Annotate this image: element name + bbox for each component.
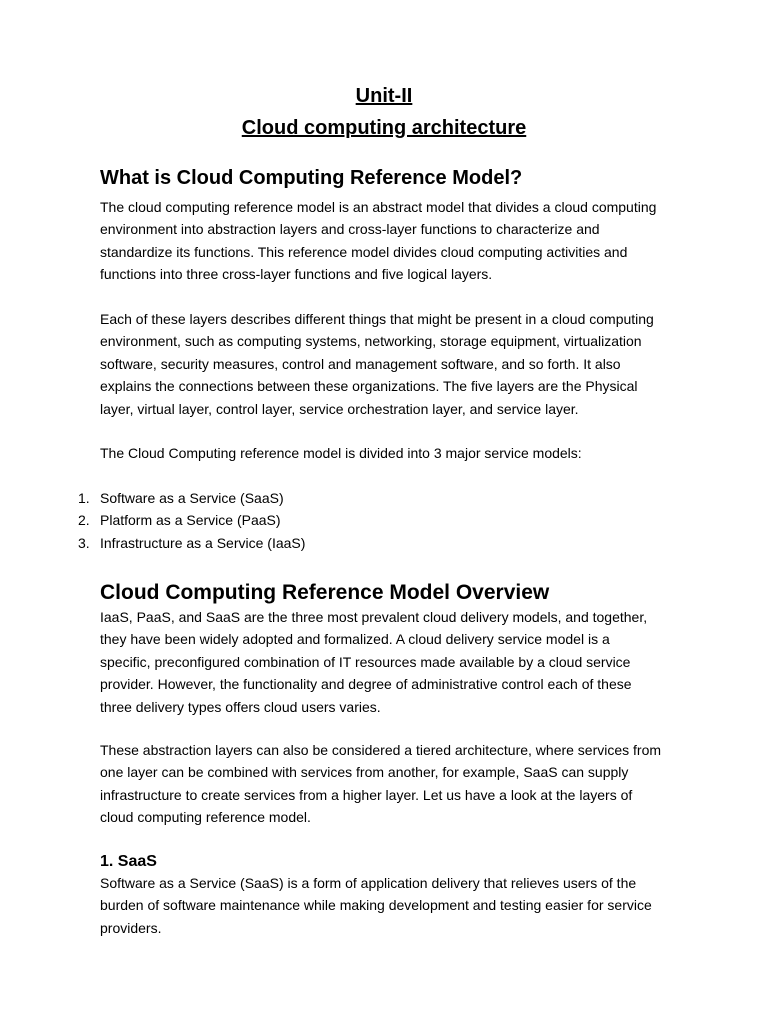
list-text: Platform as a Service (PaaS) [100,512,281,529]
text-line: The cloud computing reference model is an abstract model that divides a cloud computing [100,199,657,215]
text-line: providers. [100,919,162,936]
text-line: software, security measures, control and management software, and so forth. It also [100,355,621,372]
section-heading-saas: 1. SaaS [100,853,157,870]
paragraph-reference-model-intro [100,196,680,286]
text-line: infrastructure to create services from a higher layer. Let us have a look at the layers of [100,786,633,803]
text-line: functions into three cross-layer functions and five logical layers. [100,266,493,283]
text-line: three delivery types offers cloud users varies. [100,698,381,715]
paragraph-layers-description [100,308,680,420]
list-number: 1. [78,490,90,506]
text-line: environment into abstraction layers and cross-layer functions to characterize and [100,221,600,238]
text-line: layer, virtual layer, control layer, service orchestration layer, and service layer. [100,400,579,417]
paragraph-saas [100,872,680,939]
text-line: burden of software maintenance while making development and testing easier for service [100,897,652,914]
architecture-title: Cloud computing architecture [241,117,527,139]
list-number: 3. [78,534,90,551]
list-text: Software as a Service (SaaS) [100,490,284,506]
section-heading-reference-model: What is Cloud Computing Reference Model? [100,167,523,189]
paragraph-delivery-models [100,606,680,718]
text-line: IaaS, PaaS, and SaaS are the three most prevalent cloud delivery models, and together, [100,609,648,625]
text-line: standardize its functions. This reference model divides cloud computing activities and [100,243,628,260]
unit-title: Unit-II [355,85,413,107]
text-line: cloud computing reference model. [100,809,311,826]
paragraph-tiered-architecture [100,739,680,829]
list-item [78,509,305,531]
service-models-list [78,487,305,554]
list-item [78,532,305,554]
text-line: explains the connections between these organizations. The five layers are the Physical [100,378,638,395]
section-heading-overview: Cloud Computing Reference Model Overview [100,581,550,604]
text-line: These abstraction layers can also be considered a tiered architecture, where services from [100,742,662,758]
list-number: 2. [78,512,90,529]
text-line: Software as a Service (SaaS) is a form of application delivery that relieves users of the [100,875,637,891]
text-line: specific, preconfigured combination of IT resources made available by a cloud service [100,653,631,670]
text-line: one layer can be combined with services from another, for example, SaaS can supply [100,764,629,781]
text-line: provider. However, the functionality and degree of administrative control each of these [100,676,632,693]
list-item [78,487,305,509]
paragraph-service-models-intro [100,442,680,464]
text-line: The Cloud Computing reference model is divided into 3 major service models: [100,445,582,461]
text-line: Each of these layers describes different things that might be present in a cloud computing [100,311,654,327]
text-line: environment, such as computing systems, networking, storage equipment, virtualization [100,333,642,350]
list-text: Infrastructure as a Service (IaaS) [100,534,306,551]
text-line: they have been widely adopted and formalized. A cloud delivery service model is a [100,631,610,648]
